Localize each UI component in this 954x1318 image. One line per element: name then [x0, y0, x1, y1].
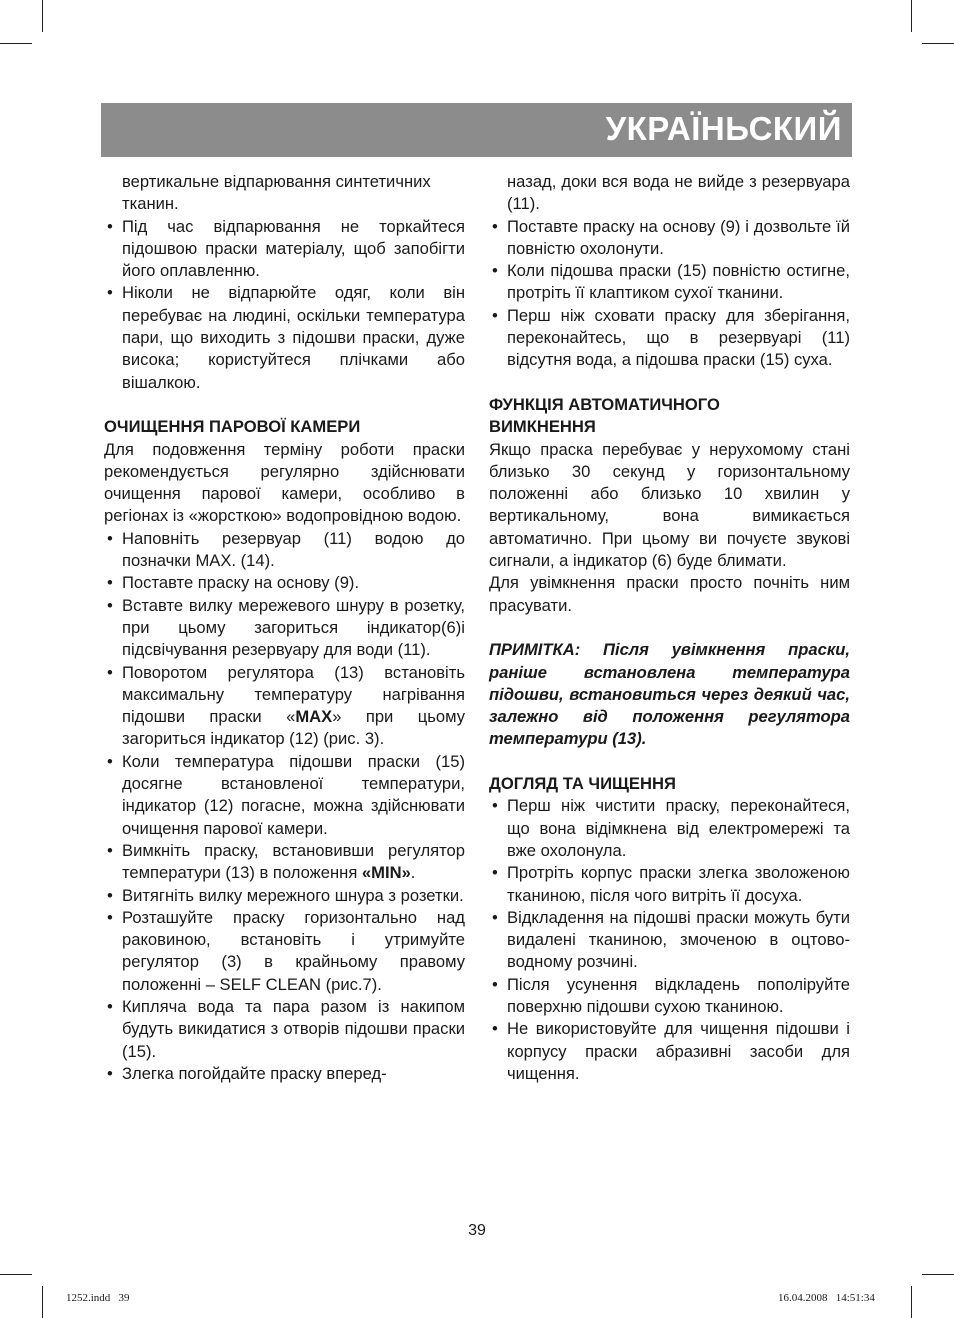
datetime-slug: 16.04.2008 14:51:34	[778, 1292, 875, 1304]
list-item: • Не використовуйте для чищення підошви і корпусу праски абразивні засоби для чищення.	[489, 1018, 850, 1085]
note-paragraph: ПРИМІТКА: Після увімкнення праски, раніше встановлена температура підошви, встановиться через деякий час, залежно від положення регулятора температури (13).	[489, 640, 850, 749]
list-item: • Витягніть вилку мережного шнура з розетки.	[104, 885, 465, 907]
continuation-text: назад, доки вся вода не вийде з резервуара (11).	[507, 172, 850, 214]
crop-mark	[922, 1274, 954, 1275]
list-item: • Перш ніж чистити праску, переконайтеся, що вона відімкнена від електромережі та вже охолонула.	[489, 795, 850, 862]
crop-mark	[0, 1274, 32, 1275]
right-column	[489, 171, 850, 1085]
list-item: • Поворотом регулятора (13) встановіть максимальну температуру нагрівання підошви праски «MAX» при цьому загориться індикатор (12) (рис. 3).	[104, 662, 465, 751]
after-cleaning-list	[489, 216, 850, 372]
section-heading-auto-off: ФУНКЦІЯ АВТОМАТИЧНОГО ВИМКНЕННЯ	[489, 394, 720, 437]
left-column	[104, 171, 465, 1085]
list-item: • Розташуйте праску горизонтально над раковиною, встановіть і утримуйте регулятор (3) в крайньому правому положенні – SELF CLEAN (рис.7).	[104, 907, 465, 996]
intro-text: вертикальне відпарювання синтетичних тканин.	[122, 172, 431, 214]
language-banner	[101, 103, 852, 157]
crop-mark	[911, 1286, 912, 1318]
banner-title: УКРАЇНЬСКИЙ	[605, 110, 842, 147]
auto-off-paragraph-2: Для увімкнення праски просто почніть ним прасувати.	[489, 573, 850, 615]
list-item: • Злегка погойдайте праску вперед-	[104, 1063, 465, 1085]
cleaning-steps-list	[104, 528, 465, 1085]
list-item: • Наповніть резервуар (11) водою до позначки МАХ. (14).	[104, 528, 465, 573]
steaming-warnings-list	[104, 216, 465, 394]
page-number: 39	[468, 1222, 486, 1239]
care-list	[489, 795, 850, 1085]
list-item: • Протріть корпус праски злегка зволоженою тканиною, після чого витріть її досуха.	[489, 862, 850, 907]
list-item: • Коли температура підошви праски (15) досягне встановленої температури, індикатор (12) погасне, можна здійснювати очищення парової камери.	[104, 751, 465, 840]
list-item: • Поставте праску на основу (9).	[104, 572, 465, 594]
list-item: • Поставте праску на основу (9) і дозвольте їй повністю охолонути.	[489, 216, 850, 261]
auto-off-paragraph: Якщо праска перебуває у нерухомому стані близько 30 секунд у горизонтальному положенні або близько 10 хвилин у вертикальному, вона вимикається автоматично. При цьому ви почуєте звукові сигнали, а індикатор (6) буде блимати.	[489, 439, 850, 571]
list-item: • Під час відпарювання не торкайтеся підошвою праски матеріалу, щоб запобігти його оплавленню.	[104, 216, 465, 283]
crop-mark	[42, 1286, 43, 1318]
list-item: • Коли підошва праски (15) повністю остигне, протріть її клаптиком сухої тканини.	[489, 260, 850, 305]
file-slug: 1252.indd 39	[66, 1292, 130, 1304]
crop-mark	[0, 43, 32, 44]
list-item: • Вставте вилку мережевого шнуру в розетку, при цьому загориться індикатор(6)і підсвічування резервуару для води (11).	[104, 595, 465, 662]
crop-mark	[42, 0, 43, 32]
list-item: • Відкладення на підошві праски можуть бути видалені тканиною, змоченою в оцтово-водному розчині.	[489, 907, 850, 974]
crop-mark	[911, 0, 912, 32]
list-item: • Вимкніть праску, встановивши регулятор температури (13) в положення «MIN».	[104, 840, 465, 885]
section-heading-cleaning: ОЧИЩЕННЯ ПАРОВОЇ КАМЕРИ	[104, 417, 361, 437]
list-item: • Після усунення відкладень пополіруйте поверхню підошви сухою тканиною.	[489, 974, 850, 1019]
section-heading-care: ДОГЛЯД ТА ЧИЩЕННЯ	[489, 774, 676, 794]
crop-mark	[922, 43, 954, 44]
list-item: • Ніколи не відпарюйте одяг, коли він перебуває на людині, оскільки температура пари, що виходить з підошви праски, дуже висока; користуйтеся плічками або вішалкою.	[104, 282, 465, 393]
list-item: • Перш ніж сховати праску для зберігання, переконайтесь, що в резервуарі (11) відсутня вода, а підошва праски (15) суха.	[489, 305, 850, 372]
cleaning-intro-paragraph: Для подовження терміну роботи праски рекомендується регулярно здійснювати очищення парової камери, особливо в регіонах із «жорсткою» водопровідною водою.	[104, 439, 465, 526]
list-item: • Кипляча вода та пара разом із накипом будуть викидатися з отворів підошви праски (15).	[104, 996, 465, 1063]
